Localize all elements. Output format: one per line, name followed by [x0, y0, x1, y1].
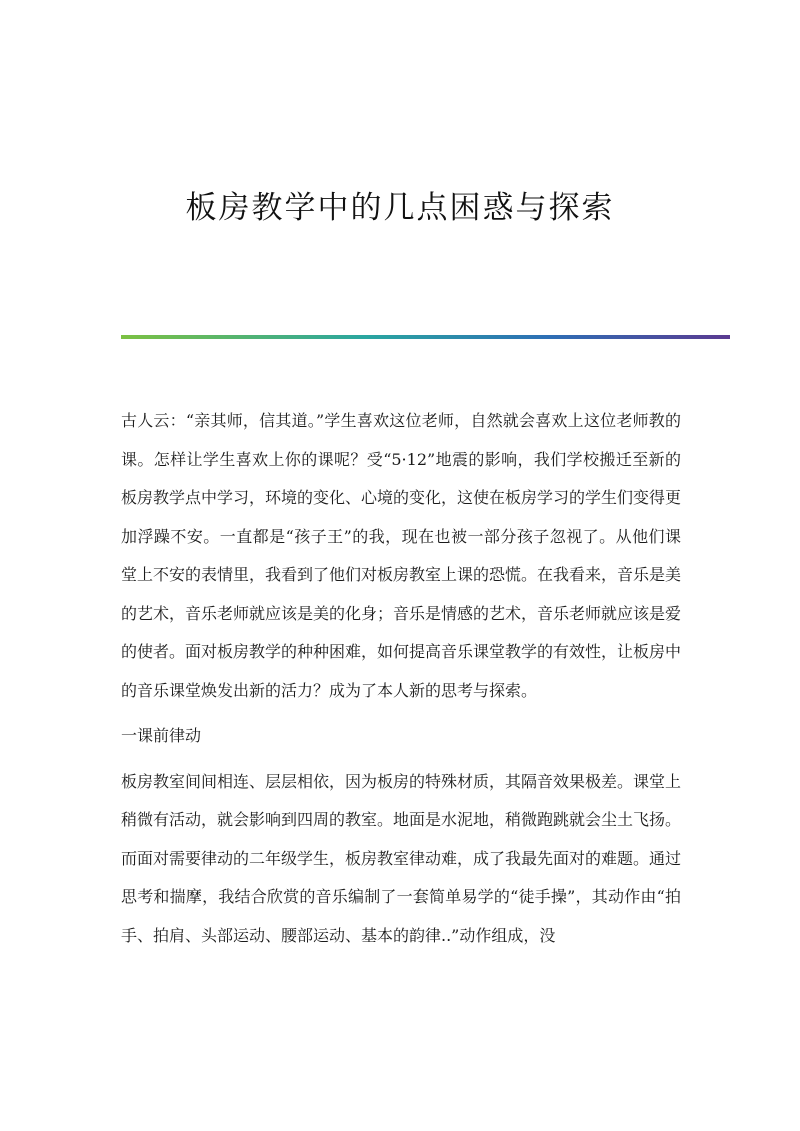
document-title: 板房教学中的几点困惑与探索 — [185, 190, 615, 226]
intro-paragraph: 古人云：“亲其师，信其道。”学生喜欢这位老师，自然就会喜欢上这位老师教的课。怎样让学生喜欢上你的课呢？受“5·12”地震的影响，我们学校搬迁至新的板房教学点中学习，环境的变化、心境的变化，这使在板房学习的学生们变得更加浮躁不安。一直都是“孩子王”的我，现在也被一部分孩子忽视了。从他们课堂上不安的表情里，我看到了他们对板房教室上课的恐慌。在我看来，音乐是美的艺术，音乐老师就应该是美的化身；音乐是情感的艺术，音乐老师就应该是爱的使者。面对板房教学的种种困难，如何提高音乐课堂教学的有效性，让板房中的音乐课堂焕发出新的活力？成为了本人新的思考与探索。 — [121, 411, 682, 700]
title-divider — [121, 335, 730, 339]
document-body — [121, 402, 681, 955]
section-heading: 一课前律动 — [121, 726, 202, 745]
body-paragraph: 板房教室间间相连、层层相依，因为板房的特殊材质，其隔音效果极差。课堂上稍微有活动，就会影响到四周的教室。地面是水泥地，稍微跑跳就会尘土飞扬。而面对需要律动的二年级学生，板房教室律动难，成了我最先面对的难题。通过思考和揣摩，我结合欣赏的音乐编制了一套简单易学的“徒手操”，其动作由“拍手、拍肩、头部运动、腰部运动、基本的韵律..”动作组成，没 — [121, 771, 682, 945]
